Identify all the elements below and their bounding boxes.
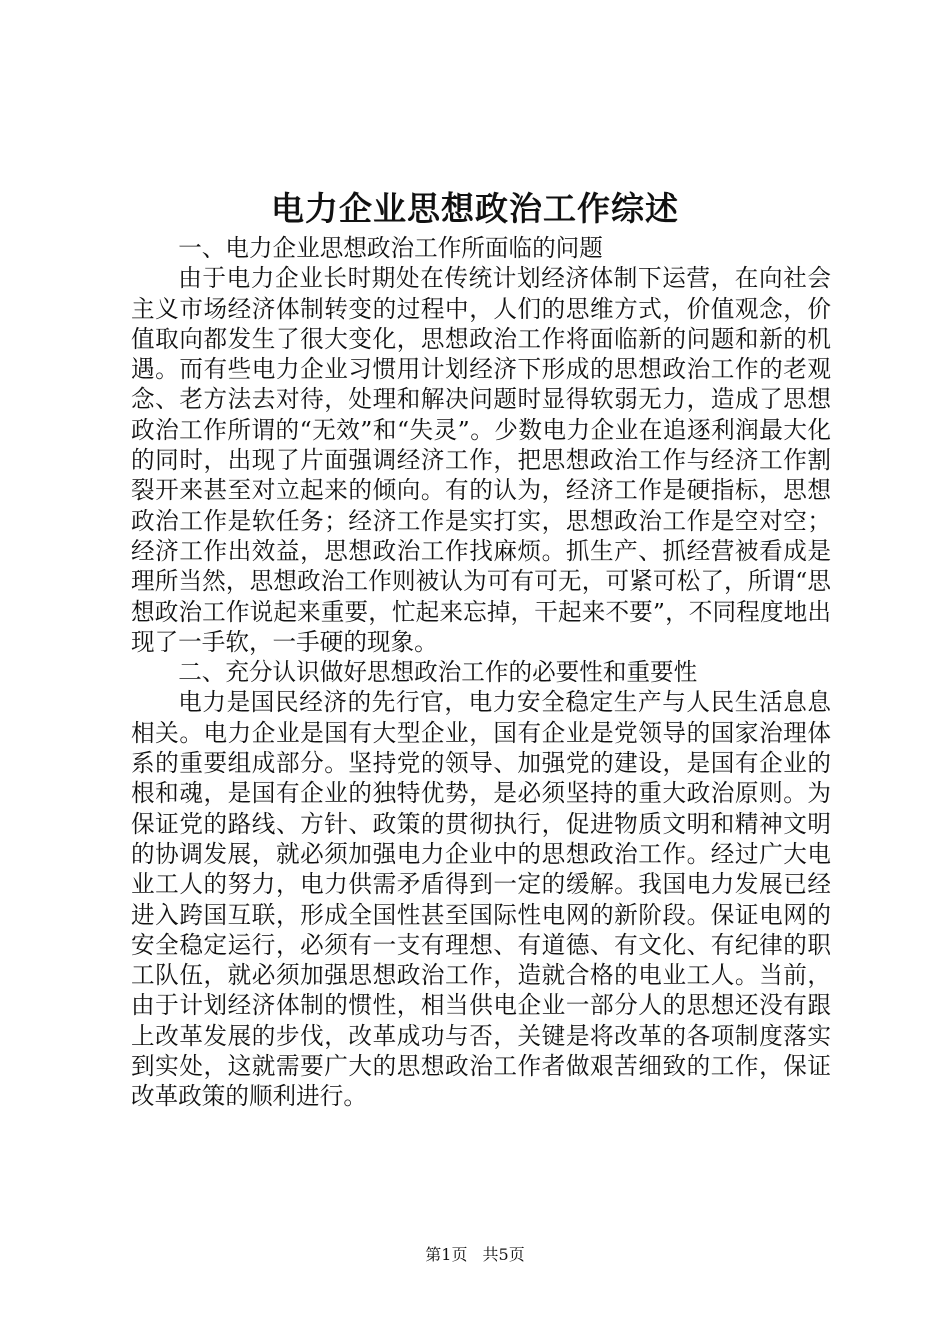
page-footer <box>0 1245 950 1265</box>
document-title: 电力企业思想政治工作综述 <box>271 189 679 228</box>
document-body <box>131 233 831 1112</box>
page-count: 共5页 <box>482 1245 525 1264</box>
paragraph-2: 电力是国民经济的先行官，电力安全稳定生产与人民生活息息相关。电力企业是国有大型企业，国有企业是党领导的国家治理体系的重要组成部分。坚持党的领导、加强党的建设，是国有企业的根和魂，是国有企业的独特优势，是必须坚持的重大政治原则。为保证党的路线、方针、政策的贯彻执行，促进物质文明和精神文明的协调发展，就必须加强电力企业中的思想政治工作。经过广大电业工人的努力，电力供需矛盾得到一定的缓解。我国电力发展已经进入跨国互联，形成全国性甚至国际性电网的新阶段。保证电网的安全稳定运行，必须有一支有理想、有道德、有文化、有纪律的职工队伍，就必须加强思想政治工作，造就合格的电业工人。当前，由于计划经济体制的惯性，相当供电企业一部分人的思想还没有跟上改革发展的步伐，改革成功与否，关键是将改革的各项制度落实到实处，这就需要广大的思想政治工作者做艰苦细致的工作，保证改革政策的顺利进行。 <box>131 688 831 1111</box>
section-heading-1: 一、电力企业思想政治工作所面临的问题 <box>178 234 603 262</box>
paragraph-1: 由于电力企业长时期处在传统计划经济体制下运营，在向社会主义市场经济体制转变的过程中，人们的思维方式，价值观念，价值取向都发生了很大变化，思想政治工作将面临新的问题和新的机遇。而有些电力企业习惯用计划经济下形成的思想政治工作的老观念、老方法去对待，处理和解决问题时显得软弱无力，造成了思想政治工作所谓的“无效”和“失灵”。少数电力企业在追逐利润最大化的同时，出现了片面强调经济工作，把思想政治工作与经济工作割裂开来甚至对立起来的倾向。有的认为，经济工作是硬指标，思想政治工作是软任务；经济工作是实打实，思想政治工作是空对空；经济工作出效益，思想政治工作找麻烦。抓生产、抓经营被看成是理所当然，思想政治工作则被认为可有可无，可紧可松了，所谓“思想政治工作说起来重要，忙起来忘掉，干起来不要”，不同程度地出现了一手软，一手硬的现象。 <box>131 264 831 656</box>
page-number: 第1页 <box>425 1245 468 1264</box>
section-heading-2: 二、充分认识做好思想政治工作的必要性和重要性 <box>178 658 698 687</box>
